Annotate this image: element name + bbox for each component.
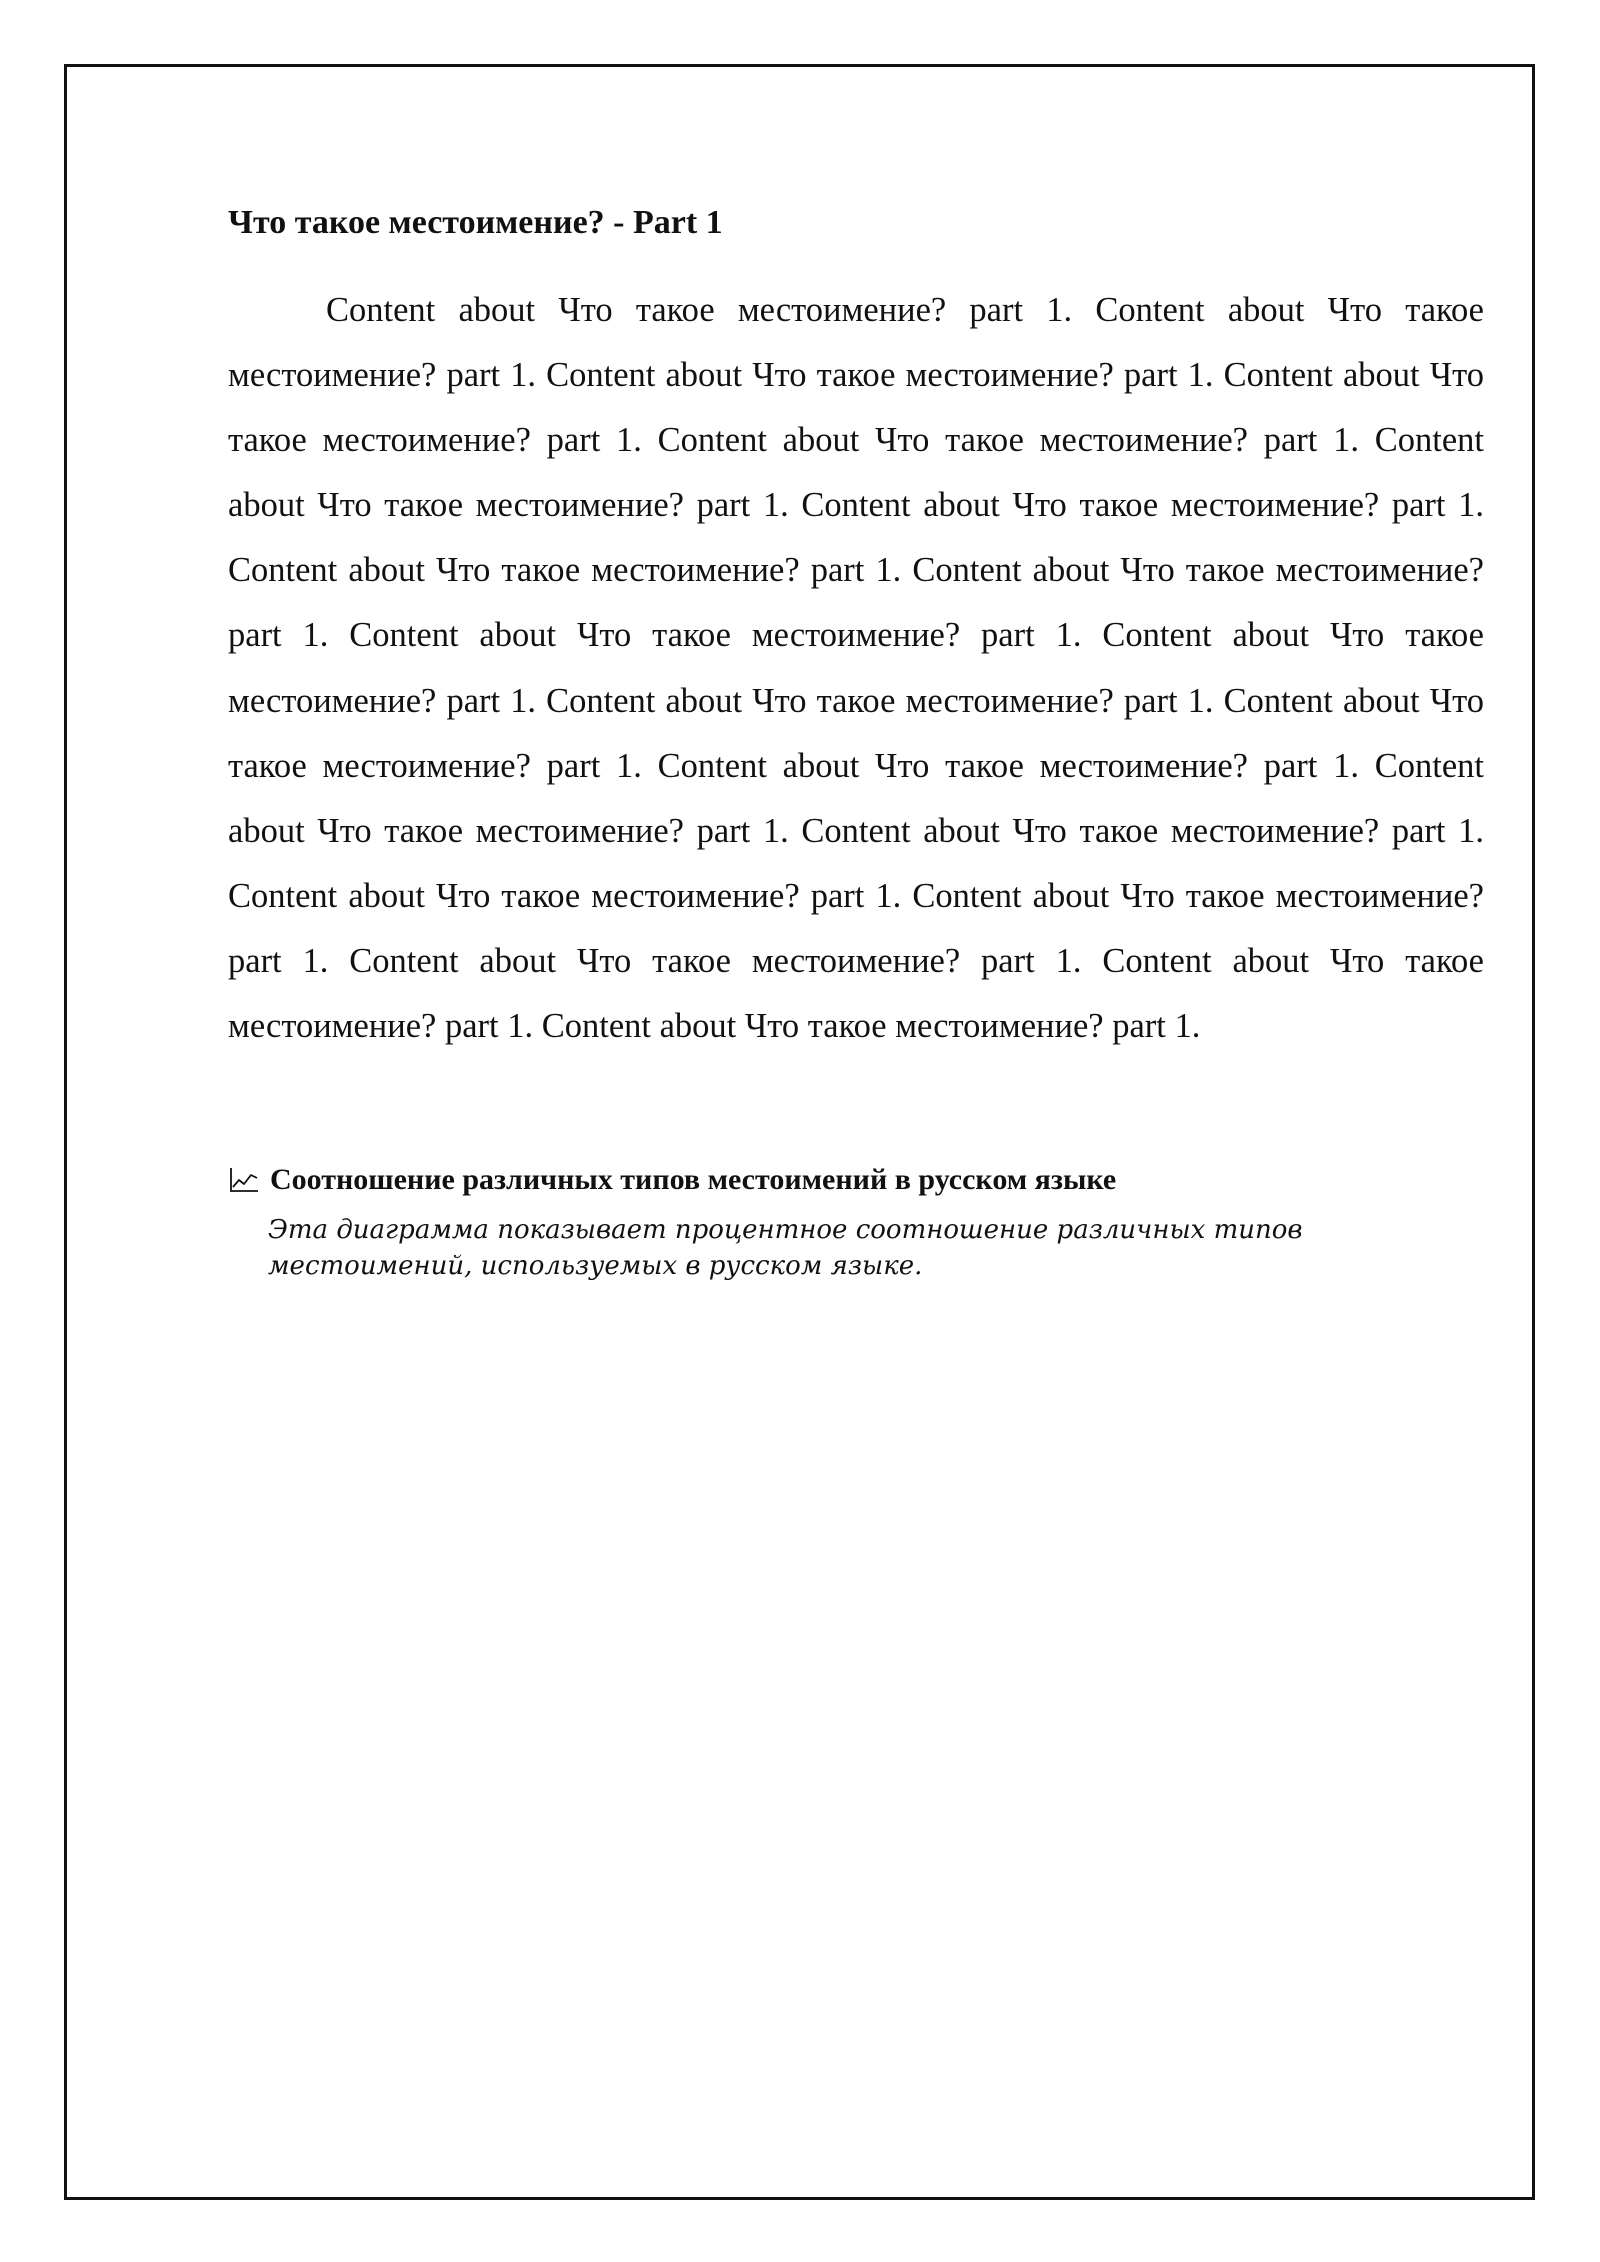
- figure-block: [228, 1158, 1528, 1284]
- line-chart-icon: [228, 1166, 260, 1194]
- figure-title: Соотношение различных типов местоимений в русском языке: [270, 1163, 1117, 1196]
- figure-caption: Эта диаграмма показывает процентное соотношение различных типов местоимений, используемых в русском языке.: [268, 1215, 1303, 1281]
- section-body-text: Content about Что такое местоимение? part 1. Content about Что такое местоимение? part 1. Content about Что такое местоимение? part 1. Content about Что такое местоимение? part 1. Content about Что такое местоимение? part 1. Content about Что такое местоимение? part 1. Content about Что такое местоимение? part 1. Content about Что такое местоимение? part 1. Content about Что такое местоимение? part 1. Content about Что такое местоимение? part 1. Content about Что такое местоимение? part 1. Content about Что такое местоимение? part 1. Content about Что такое местоимение? part 1. Content about Что такое местоимение? part 1. Content about Что такое местоимение? part 1. Content about Что такое местоимение? part 1. Content about Что такое местоимение? part 1. Content about Что такое местоимение? part 1. Content about Что такое местоимение? part 1. Content about Что такое местоимение? part 1. Content about Что такое местоимение? part 1.: [228, 291, 1484, 1046]
- section-heading: Что такое местоимение? - Part 1: [228, 204, 723, 241]
- figure-title-row: [228, 1158, 1528, 1202]
